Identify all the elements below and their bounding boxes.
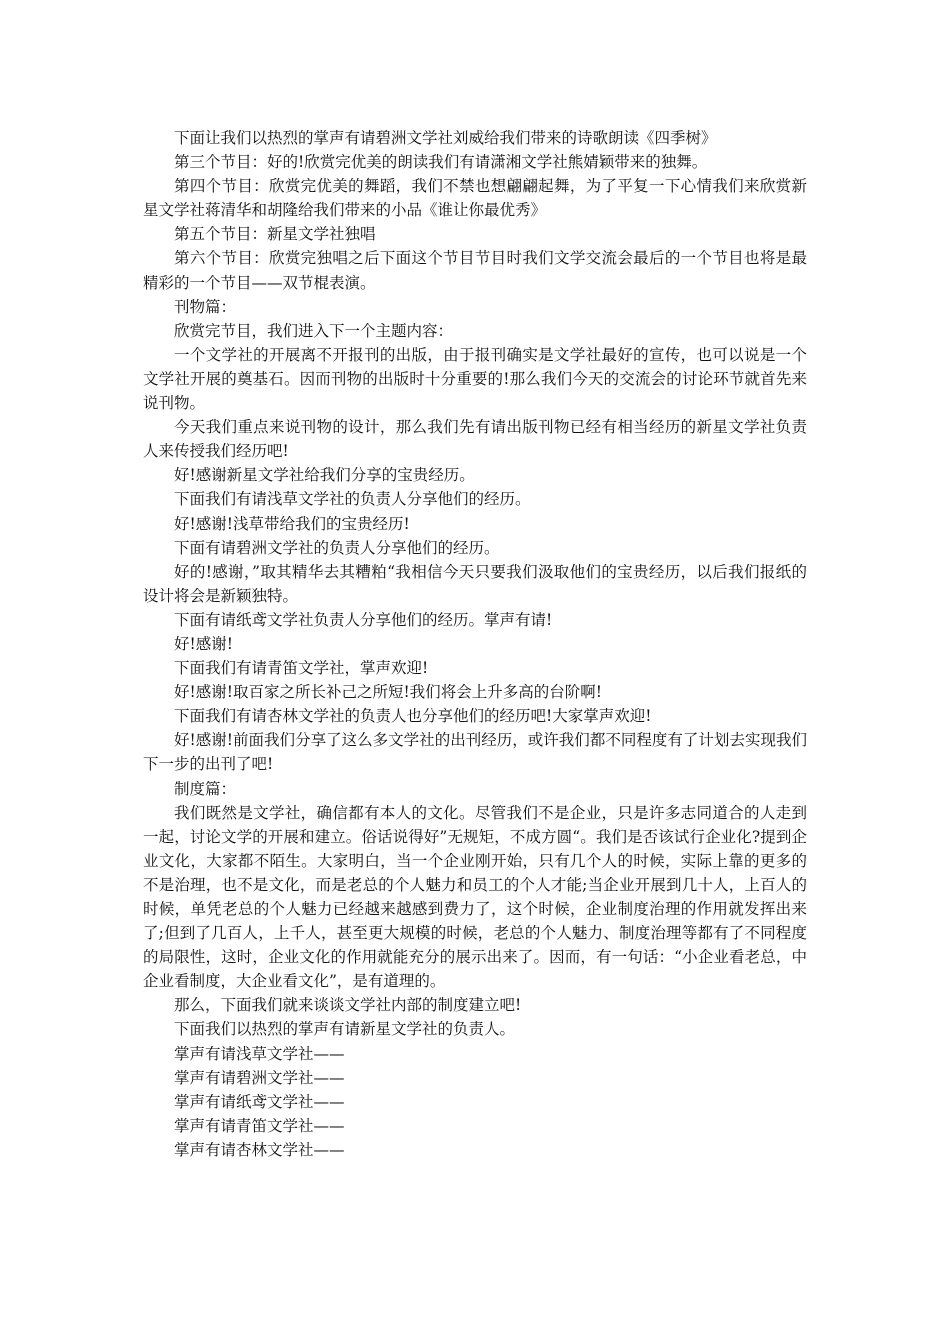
paragraph: 第五个节目：新星文学社独唱 [174, 225, 376, 244]
document-body [143, 126, 807, 1162]
paragraph: 那么，下面我们就来谈谈文学社内部的制度建立吧! [174, 996, 522, 1015]
paragraph: 好!感谢!前面我们分享了这么多文学社的出刊经历，或许我们都不同程度有了计划去实现我们下一步的出刊了吧! [143, 731, 807, 774]
paragraph: 下面我们有请青笛文学社，掌声欢迎! [174, 659, 429, 678]
paragraph: 第六个节目：欣赏完独唱之后下面这个节目节目时我们文学交流会最后的一个节目也将是最精彩的一个节目——双节棍表演。 [143, 249, 807, 292]
paragraph: 好!感谢!取百家之所长补己之所短!我们将会上升多高的台阶啊! [174, 683, 602, 702]
section-heading: 刊物篇： [174, 297, 237, 316]
paragraph: 掌声有请纸鸢文学社—— [174, 1092, 345, 1111]
paragraph: 下面我们以热烈的掌声有请新星文学社的负责人。 [174, 1020, 516, 1039]
paragraph: 掌声有请青笛文学社—— [174, 1116, 345, 1135]
paragraph: 好的!感谢，”取其精华去其糟粕“我相信今天只要我们汲取他们的宝贵经历，以后我们报纸的设计将会是新颖独特。 [143, 562, 807, 605]
paragraph: 第三个节目：好的!欣赏完优美的朗读我们有请潇湘文学社熊婧颖带来的独舞。 [174, 153, 708, 172]
paragraph: 一个文学社的开展离不开报刊的出版，由于报刊确实是文学社最好的宣传，也可以说是一个文学社开展的奠基石。因而刊物的出版时十分重要的!那么我们今天的交流会的讨论环节就首先来说刊物。 [143, 345, 807, 413]
paragraph: 掌声有请碧洲文学社—— [174, 1068, 345, 1087]
paragraph: 下面有请纸鸢文学社负责人分享他们的经历。掌声有请! [174, 610, 553, 629]
paragraph: 下面我们有请杏林文学社的负责人也分享他们的经历吧!大家掌声欢迎! [174, 707, 652, 726]
paragraph: 掌声有请浅草文学社—— [174, 1044, 345, 1063]
paragraph: 今天我们重点来说刊物的设计，那么我们先有请出版刊物已经有相当经历的新星文学社负责人来传授我们经历吧! [143, 418, 807, 461]
paragraph: 下面让我们以热烈的掌声有请碧洲文学社刘威给我们带来的诗歌朗读《四季树》 [174, 129, 717, 147]
paragraph: 下面有请碧洲文学社的负责人分享他们的经历。 [174, 538, 500, 557]
paragraph: 下面我们有请浅草文学社的负责人分享他们的经历。 [174, 490, 531, 509]
paragraph: 掌声有请杏林文学社—— [174, 1140, 345, 1159]
paragraph: 第四个节目：欣赏完优美的舞蹈，我们不禁也想翩翩起舞，为了平复一下心情我们来欣赏新星文学社蒋清华和胡隆给我们带来的小品《谁让你最优秀》 [143, 177, 807, 220]
paragraph: 好!感谢! [174, 634, 233, 653]
paragraph: 好!感谢新星文学社给我们分享的宝贵经历。 [174, 466, 475, 485]
paragraph: 好!感谢!浅草带给我们的宝贵经历! [174, 514, 410, 533]
paragraph: 欣赏完节目，我们进入下一个主题内容： [174, 321, 454, 340]
paragraph: 我们既然是文学社，确信都有本人的文化。尽管我们不是企业，只是许多志同道合的人走到一起，讨论文学的开展和建立。俗话说得好”无规矩，不成方圆“。我们是否该试行企业化?提到企业文化，大家都不陌生。大家明白，当一个企业刚开始，只有几个人的时候，实际上靠的更多的不是治理，也不是文化，而是老总的个人魅力和员工的个人才能;当企业开展到几十人，上百人的时候，单凭老总的个人魅力已经越来越感到费力了，这个时候，企业制度治理的作用就发挥出来了;但到了几百人，上千人，甚至更大规模的时候，老总的个人魅力、制度治理等都有了不同程度的局限性，这时，企业文化的作用就能充分的展示出来了。因而，有一句话：“小企业看老总，中企业看制度，大企业看文化”，是有道理的。 [143, 803, 807, 991]
section-heading: 制度篇： [174, 779, 237, 798]
